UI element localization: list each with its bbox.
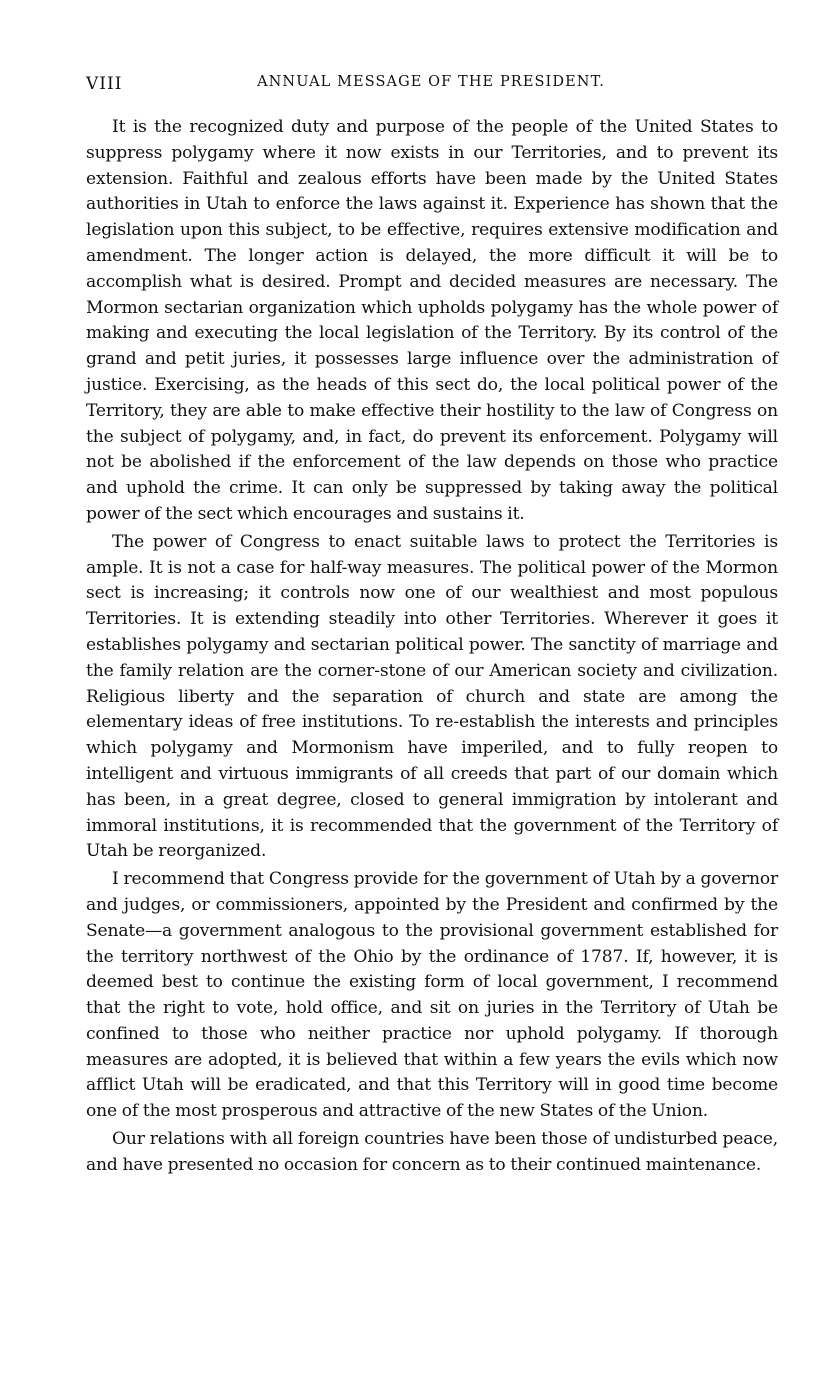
paragraph-power-of-congress: The power of Congress to enact suitable laws to protect the Territories is ample. It is not a case for half-way measures. The political power of the Mormon sect is increasing; it controls now one of our wealthiest and most populous Territories. It is extending steadily into other Territories. Wherever it goes it establishes polygamy and sectarian political power. The sanctity of marriage and the family relation are the corner-stone of our American society and civilization. Religious liberty and the separation of church and state are among the elementary ideas of free institutions. To re-establish the interests and principles which polygamy and Mormonism have imperiled, and to fully reopen to intelligent and virtuous immigrants of all creeds that part of our domain which has been, in a great degree, closed to general immigration by intolerant and immoral institutions, it is recommended that the government of the Territory of Utah be reorganized. bbox=[86, 531, 778, 862]
message-body bbox=[86, 115, 778, 1179]
running-head: ANNUAL MESSAGE OF THE PRESIDENT. bbox=[257, 74, 605, 90]
page-header bbox=[86, 74, 776, 100]
paragraph-polygamy-duty: It is the recognized duty and purpose of the people of the United States to suppress polygamy where it now exists in our Territories, and to prevent its extension. Faithful and zealous efforts have been made by the United States authorities in Utah to enforce the laws against it. Experience has shown that the legislation upon this subject, to be effective, requires extensive modification and amendment. The longer action is delayed, the more difficult it will be to accomplish what is desired. Prompt and decided measures are necessary. The Mormon sectarian organization which upholds polygamy has the whole power of making and executing the local legislation of the Territory. By its control of the grand and petit juries, it possesses large influence over the administration of justice. Exercising, as the heads of this sect do, the local political power of the Territory, they are able to make effective their hostility to the law of Congress on the subject of polygamy, and, in fact, do prevent its enforcement. Polygamy will not be abolished if the enforcement of the law depends on those who practice and uphold the crime. It can only be suppressed by taking away the political power of the sect which encourages and sustains it. bbox=[86, 117, 778, 524]
paragraph-utah-government-recommendation: I recommend that Congress provide for the government of Utah by a governor and judges, or commissioners, appointed by the President and confirmed by the Senate—a government analogous to the provisional government established for the territory northwest of the Ohio by the ordinance of 1787. If, however, it is deemed best to continue the existing form of local government, I recommend that the right to vote, hold office, and sit on juries in the Territory of Utah be confined to those who neither practice nor uphold polygamy. If thorough measures are adopted, it is believed that within a few years the evils which now afflict Utah will be eradicated, and that this Territory will in good time become one of the most prosperous and attractive of the new States of the Union. bbox=[86, 869, 778, 1122]
page-number: VIII bbox=[86, 74, 123, 94]
paragraph-foreign-relations: Our relations with all foreign countries have been those of undisturbed peace, and have presented no occasion for concern as to their continued maintenance. bbox=[86, 1129, 778, 1175]
